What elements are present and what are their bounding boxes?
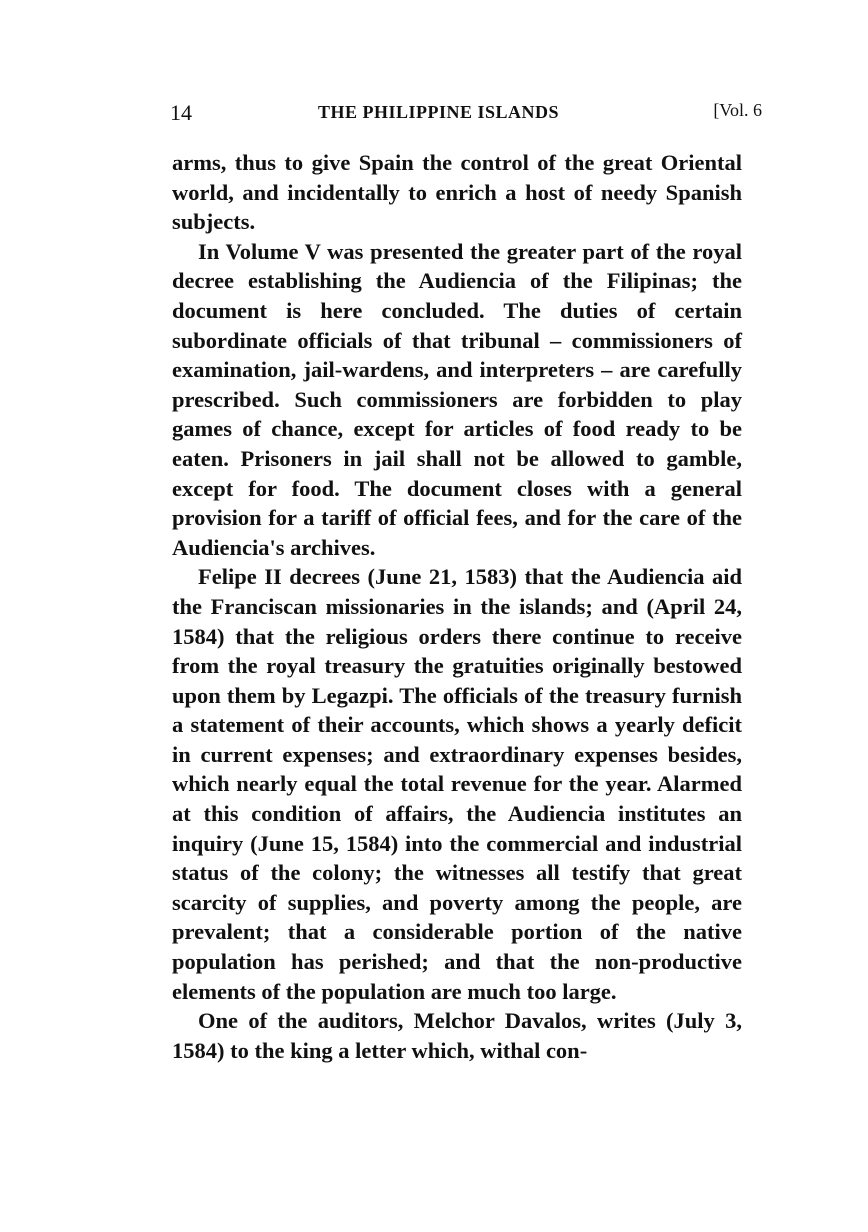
paragraph-felipe-decrees: Felipe II decrees (June 21, 1583) that the Audiencia aid the Franciscan missionaries in the islands; and (April 24, 1584) that the religious orders there continue to receive from the royal treasury the gratuities originally bestowed upon them by Legazpi. The officials of the treasury furnish a statement of their accounts, which shows a yearly deficit in current expenses; and extraordinary expenses besides, which nearly equal the total revenue for the year. Alarmed at this condition of affairs, the Audiencia institutes an inquiry (June 15, 1584) into the commercial and industrial status of the colony; the witnesses all testify that great scarcity of supplies, and poverty among the people, are prevalent; that a considerable portion of the native population has perished; and that the non-productive elements of the population are much too large. xyxy=(172,564,742,1004)
running-title: THE PHILIPPINE ISLANDS xyxy=(318,102,560,122)
volume-label: [Vol. 6 xyxy=(713,100,762,120)
paragraph-continuation: arms, thus to give Spain the control of the great Oriental world, and incidentally to enrich a host of needy Spanish subjects. xyxy=(172,150,742,235)
page-number: 14 xyxy=(170,100,192,125)
paragraph-audiencia-decree: In Volume V was presented the greater part of the royal decree establishing the Audiencia of the Filipinas; the document is here concluded. The duties of certain subordinate officials of that tribunal – commissioners of examination, jail-wardens, and interpreters – are carefully prescribed. Such commissioners are forbidden to play games of chance, except for articles of food ready to be eaten. Prisoners in jail shall not be allowed to gamble, except for food. The document closes with a general provision for a tariff of official fees, and for the care of the Audiencia's archives. xyxy=(172,238,742,560)
page-header xyxy=(170,100,762,130)
body-text xyxy=(172,148,742,1065)
paragraph-davalos-letter: One of the auditors, Melchor Davalos, writes (July 3, 1584) to the king a letter which, withal con- xyxy=(172,1008,742,1063)
